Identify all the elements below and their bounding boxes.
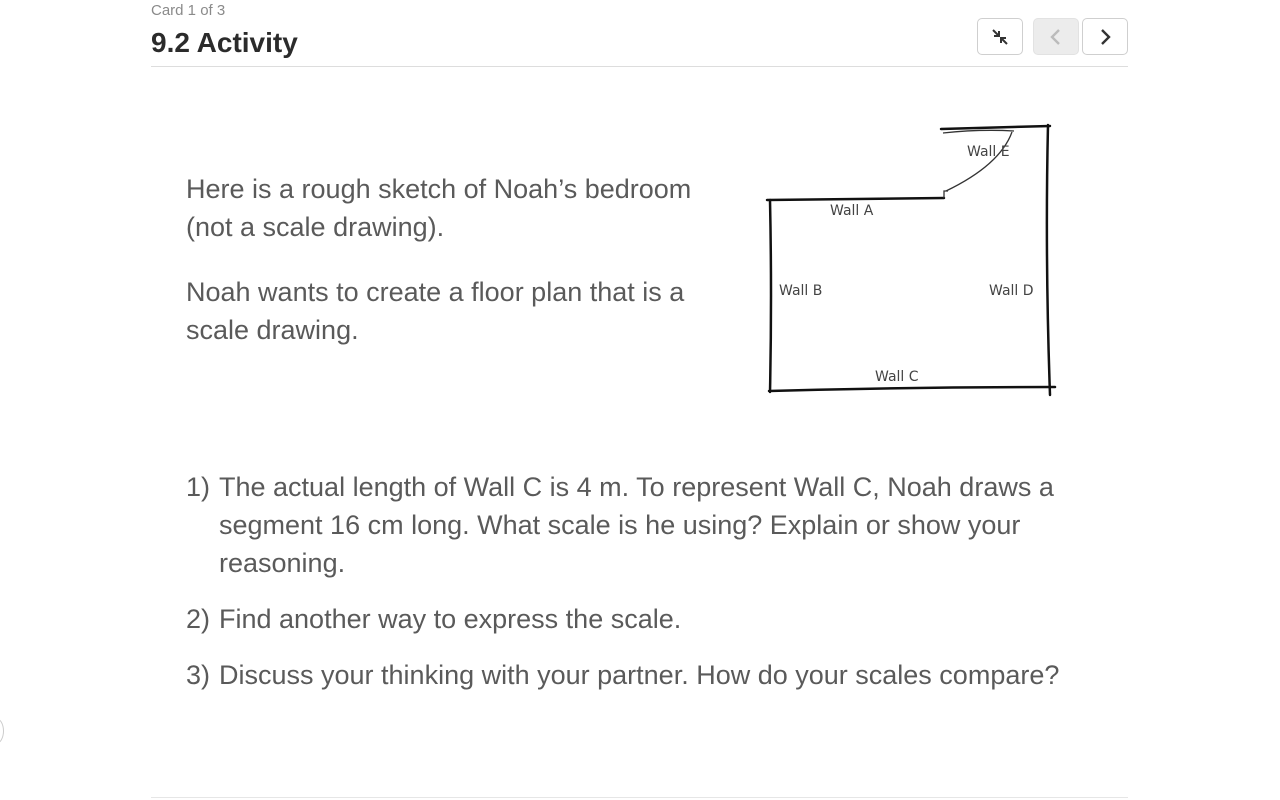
wall-c-line [769, 387, 1055, 391]
card-counter: Card 1 of 3 [151, 2, 226, 19]
next-card-button[interactable] [1082, 18, 1128, 55]
wall-b-line [770, 200, 771, 392]
wall-a-label: Wall A [830, 203, 874, 219]
chevron-left-icon [1049, 28, 1063, 46]
wall-d-label: Wall D [989, 283, 1034, 299]
door-swing-line [943, 130, 1014, 133]
edge-handle [0, 718, 4, 744]
question-number: 3) [186, 660, 211, 690]
wall-a-line [767, 198, 944, 200]
divider [151, 797, 1128, 798]
list-item [186, 600, 1106, 638]
list-item [186, 656, 1106, 694]
intro-paragraph: Noah wants to create a floor plan that is a scale drawing. [186, 277, 685, 345]
previous-card-button[interactable] [1033, 18, 1079, 55]
list-item [186, 468, 1106, 582]
question-text: Find another way to express the scale. [219, 604, 682, 634]
card-header [151, 0, 1128, 67]
door-jamb [944, 191, 948, 198]
page-title: 9.2 Activity [151, 27, 298, 58]
chevron-right-icon [1098, 28, 1112, 46]
question-list [186, 468, 1106, 712]
wall-d-line [1047, 125, 1050, 395]
wall-b-label: Wall B [779, 283, 823, 299]
question-number: 2) [186, 604, 211, 634]
question-text: The actual length of Wall C is 4 m. To represent Wall C, Noah draws a segment 16 cm long. What scale is he using? Explain or show your reasoning. [219, 472, 1054, 578]
question-text: Discuss your thinking with your partner. How do your scales compare? [219, 660, 1060, 690]
door-swing-arc [946, 132, 1012, 191]
bedroom-sketch [760, 115, 1070, 405]
wall-e-label: Wall E [967, 144, 1010, 160]
intro-paragraph: Here is a rough sketch of Noah’s bedroom (not a scale drawing). [186, 174, 692, 242]
wall-c-label: Wall C [875, 369, 919, 385]
collapse-arrows-icon [990, 27, 1010, 47]
collapse-button[interactable] [977, 18, 1023, 55]
question-number: 1) [186, 472, 211, 502]
wall-e-line [941, 126, 1050, 129]
activity-intro [186, 170, 706, 376]
